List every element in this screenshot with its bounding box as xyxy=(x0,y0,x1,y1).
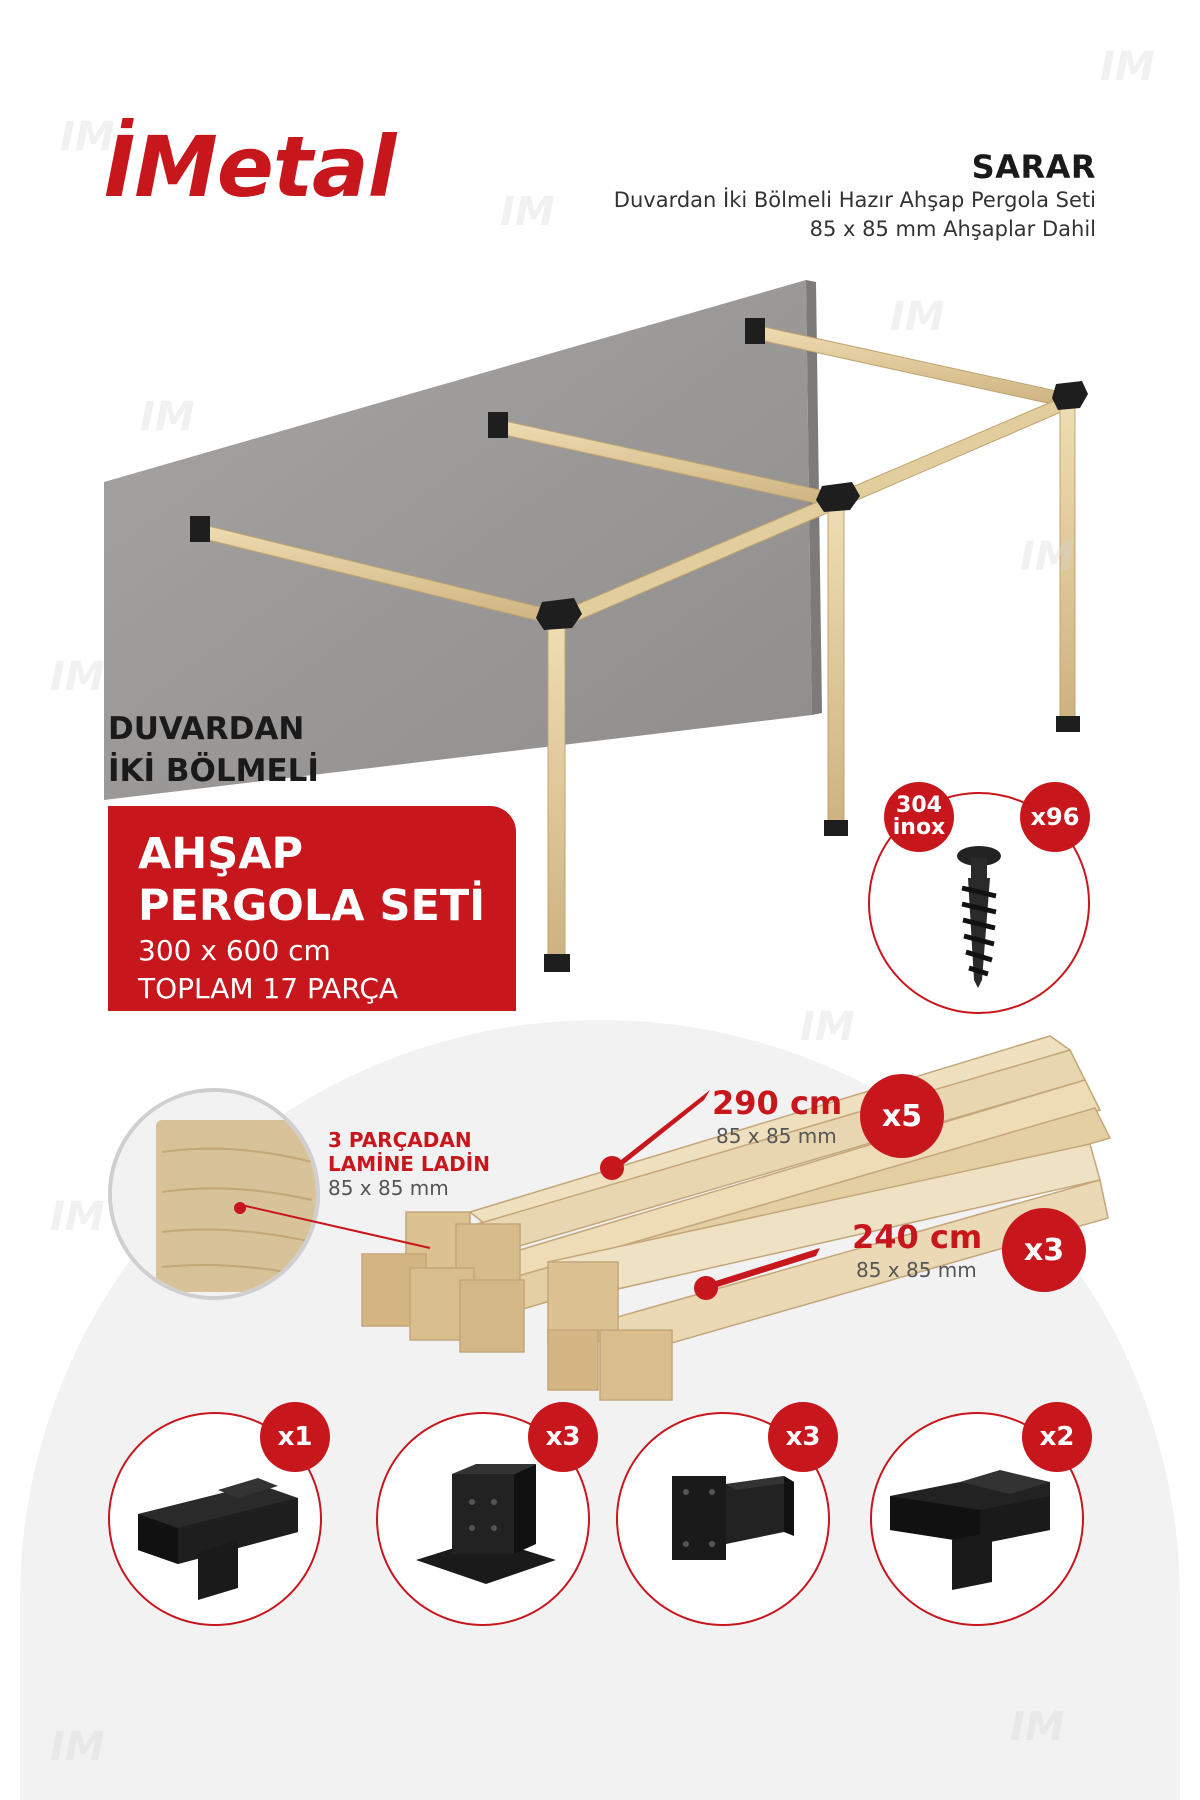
post-base-count-badge: x3 xyxy=(528,1402,598,1472)
wood-note-size: 85 x 85 mm xyxy=(328,1176,449,1200)
long-beam-marker xyxy=(600,1156,624,1180)
long-beam-size: 85 x 85 mm xyxy=(716,1124,837,1148)
screw-count-badge: x96 xyxy=(1020,782,1090,852)
screw-material-bottom: inox xyxy=(892,815,946,840)
watermark-2: IM xyxy=(60,114,115,160)
watermark-3: IM xyxy=(500,189,555,235)
wood-note-line-1: 3 PARÇADAN xyxy=(328,1128,472,1152)
wood-note-line-2: LAMİNE LADİN xyxy=(328,1152,490,1176)
long-beam-count-badge: x5 xyxy=(860,1074,944,1158)
imetal-logo: İMetal xyxy=(104,118,396,216)
corner-connector-count-badge: x2 xyxy=(1022,1402,1092,1472)
watermark-6: IM xyxy=(50,654,105,700)
brand-name: SARAR xyxy=(971,148,1096,186)
short-beam-size: 85 x 85 mm xyxy=(856,1258,977,1282)
watermark-9: IM xyxy=(50,1194,105,1240)
watermark-11: IM xyxy=(1010,1704,1065,1750)
watermark-8: IM xyxy=(800,1004,855,1050)
wall-bracket-count-badge: x3 xyxy=(768,1402,838,1472)
set-type-line-1: DUVARDAN xyxy=(108,711,305,747)
watermark-10: IM xyxy=(50,1724,105,1770)
long-beam-length: 290 cm xyxy=(712,1084,843,1122)
watermark-1: IM xyxy=(1100,44,1155,90)
short-beam-length: 240 cm xyxy=(852,1218,983,1256)
set-type-line-2: İKİ BÖLMELİ xyxy=(108,753,319,789)
short-beam-marker xyxy=(694,1276,718,1300)
product-wood-info: 85 x 85 mm Ahşaplar Dahil xyxy=(809,217,1096,241)
product-description: Duvardan İki Bölmeli Hazır Ahşap Pergola Seti xyxy=(613,188,1096,212)
product-size: 300 x 600 cm xyxy=(138,934,331,967)
watermark-7: IM xyxy=(1020,534,1075,580)
screw-material-top: 304 xyxy=(896,793,942,818)
watermark-4: IM xyxy=(890,294,945,340)
watermark-5: IM xyxy=(140,394,195,440)
short-beam-count-badge: x3 xyxy=(1002,1208,1086,1292)
product-total-pieces: TOPLAM 17 PARÇA xyxy=(138,972,399,1005)
product-title-1: AHŞAP xyxy=(138,829,304,879)
t-connector-count-badge: x1 xyxy=(260,1402,330,1472)
product-title-2: PERGOLA SETİ xyxy=(138,881,486,931)
